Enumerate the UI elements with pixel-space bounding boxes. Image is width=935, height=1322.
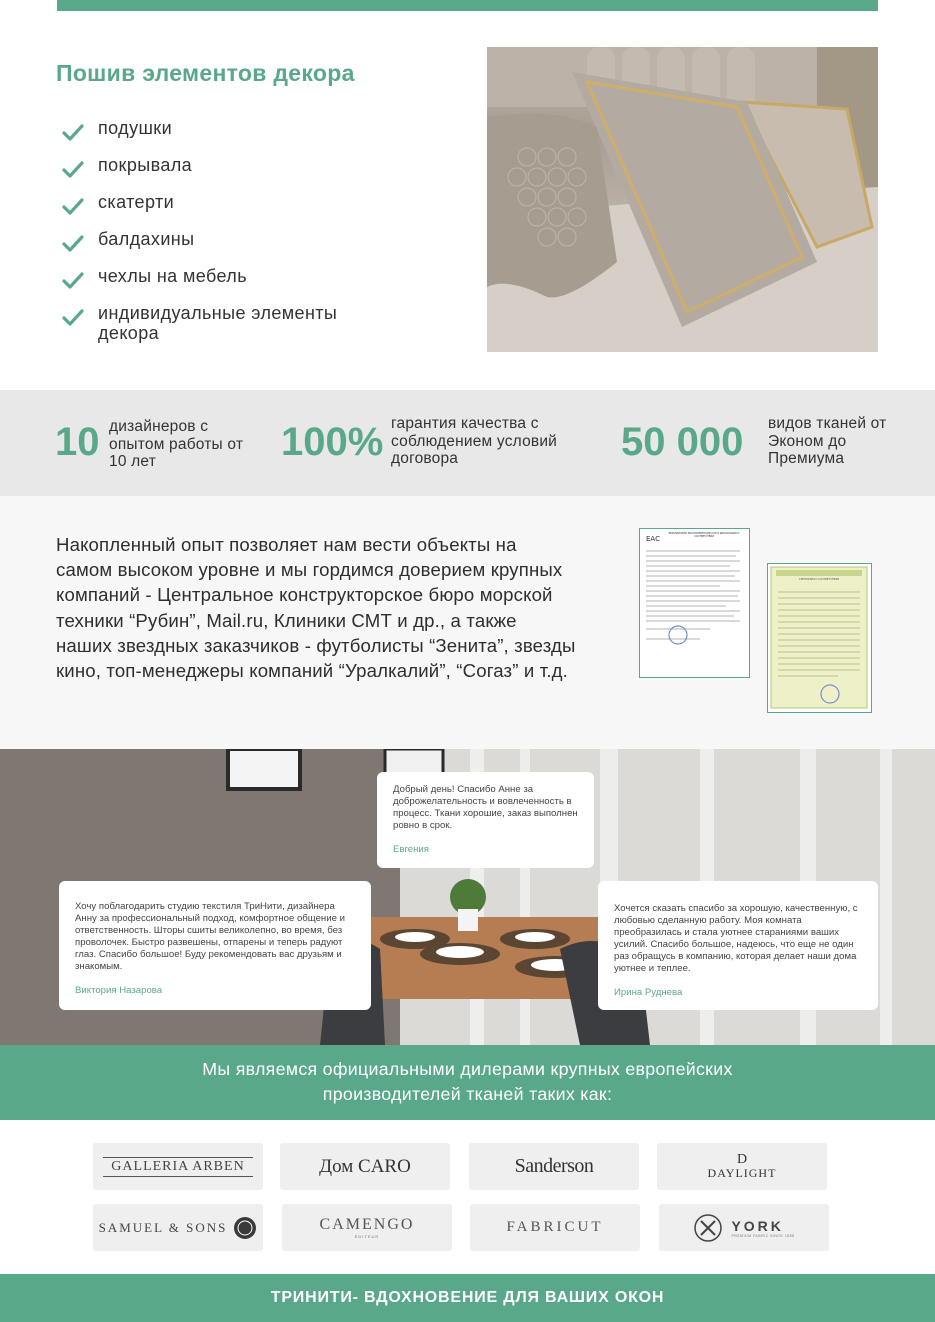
pillows-illustration: [487, 47, 878, 352]
stats-band: [0, 390, 935, 496]
dealers-heading: [0, 1045, 935, 1120]
top-accent-bar: [57, 0, 878, 11]
brand-name: CAMENGO: [319, 1216, 415, 1233]
list-item-label: подушки: [98, 118, 173, 138]
footer-slogan: ТРИНИТИ- ВДОХНОВЕНИЕ ДЛЯ ВАШИХ ОКОН: [0, 1274, 935, 1322]
list-item: [62, 155, 378, 192]
review-text: Хочу поблагодарить студию текстиля ТриНити, дизайнера Анну за профессиональный подход, комфортное общение и ответственность. Шторы сшиты великолепно, во время, без проволочек. Быстро развешены, отпарены и теперь радуют глаз. Спасибо большое! Буду рекомендовать вас друзьям и знакомым.: [75, 901, 345, 972]
experience-text: Накопленный опыт позволяет нам вести объекты на самом высоком уровне и мы гордимся доверием крупных компаний - Центральное конструкторское бюро морской техники “Рубин”, Mail.ru, Клиники СМТ и др., а также наших звездных заказчиков - футболисты “Зенита”, звезды кино, топ-менеджеры компаний “Уралкалий”, “Согаз” и т.д.: [56, 534, 576, 682]
samuel-sons-emblem-icon: [233, 1216, 257, 1240]
check-icon: [62, 233, 84, 255]
reviews-section: [0, 749, 935, 1045]
eac-mark: EAC: [646, 535, 660, 543]
brand-logo-galleria-arben: [93, 1143, 263, 1190]
experience-section: [0, 496, 935, 749]
brand-logo-sanderson: [469, 1143, 639, 1190]
list-item: [62, 118, 378, 155]
decor-section-title: Пошив элементов декора: [56, 60, 355, 86]
list-item-label: покрывала: [98, 155, 193, 175]
brand-name: DAYLIGHT: [707, 1165, 777, 1180]
list-item: [62, 303, 378, 343]
stat-number: 10: [55, 420, 100, 464]
brand-logo-dom-caro: [280, 1143, 450, 1190]
list-item-label: скатерти: [98, 192, 175, 212]
check-icon: [62, 270, 84, 292]
review-author: Евгения: [393, 844, 429, 855]
brand-logo-york: [659, 1204, 829, 1251]
brand-logo-daylight: [657, 1143, 827, 1190]
decor-list: [62, 118, 378, 343]
brand-logo-fabricut: [470, 1204, 640, 1251]
list-item-label: индивидуальные элементы декора: [98, 303, 338, 343]
review-text: Хочется сказать спасибо за хорошую, качественную, с любовью сделанную работу. Моя комната преобразилась и стала уютнее стараниями ваших усилий. Спасибо большое, надеюсь, что еще не один раз обращусь в компанию, которая делает наши дома уютнее и теплее.: [614, 903, 858, 974]
stat-text: дизайнеров с опытом работы от 10 лет: [109, 418, 244, 470]
check-icon: [62, 307, 84, 329]
review-bubble: [377, 772, 594, 868]
review-bubble: [598, 881, 878, 1010]
pillows-photo: [487, 47, 878, 352]
certificate-title: ЕВРАЗИЙСКИЙ ЭКОНОМИЧЕСКИЙ СОЮЗ ДЕКЛАРАЦИЯ О СООТВЕТСТВИИ: [668, 532, 740, 538]
check-icon: [62, 159, 84, 181]
list-item: [62, 266, 378, 303]
brand-name: GALLERIA ARBEN: [103, 1157, 252, 1177]
brand-logo-camengo: [282, 1204, 452, 1251]
list-item-label: чехлы на мебель: [98, 266, 247, 286]
stat-number: 100%: [281, 420, 384, 464]
stat-text: гарантия качества с соблюдением условий договора: [391, 415, 558, 467]
york-emblem-icon: [693, 1213, 723, 1243]
dealers-heading-text: Мы являемся официальными дилерами крупных европейских производителей тканей таких как:: [202, 1059, 733, 1104]
stat-text: видов тканей от Эконом до Премиума: [768, 415, 887, 467]
brand-name: Дом CARO: [319, 1155, 411, 1177]
brand-name: SAMUEL & SONS: [98, 1219, 228, 1235]
stat-number: 50 000: [621, 420, 744, 464]
review-author: Ирина Руднева: [614, 987, 683, 998]
brand-subtitle: PREMIUM FABRIC SINCE 1888: [731, 1233, 795, 1238]
review-bubble: [59, 881, 371, 1010]
brand-monogram: D: [736, 1151, 748, 1167]
certificate-declaration: [639, 528, 750, 678]
check-icon: [62, 122, 84, 144]
brand-logo-samuel-sons: [93, 1204, 263, 1251]
review-author: Виктория Назарова: [75, 985, 163, 996]
check-icon: [62, 196, 84, 218]
list-item: [62, 192, 378, 229]
list-item-label: балдахины: [98, 229, 195, 249]
brand-subtitle: ÉDITEUR: [354, 1234, 380, 1239]
certificate-conformity: [767, 563, 872, 713]
list-item: [62, 229, 378, 266]
brand-name: FABRICUT: [506, 1219, 604, 1235]
brand-name: Sanderson: [514, 1155, 594, 1177]
certificate-title: СЕРТИФИКАТ СООТВЕТСТВИЯ: [798, 578, 840, 581]
review-text: Добрый день! Спасибо Анне за доброжелательность и вовлеченность в процесс. Ткани хорошие, заказ выполнен ровно в срок.: [393, 784, 578, 831]
brand-name: YORK: [731, 1217, 784, 1234]
